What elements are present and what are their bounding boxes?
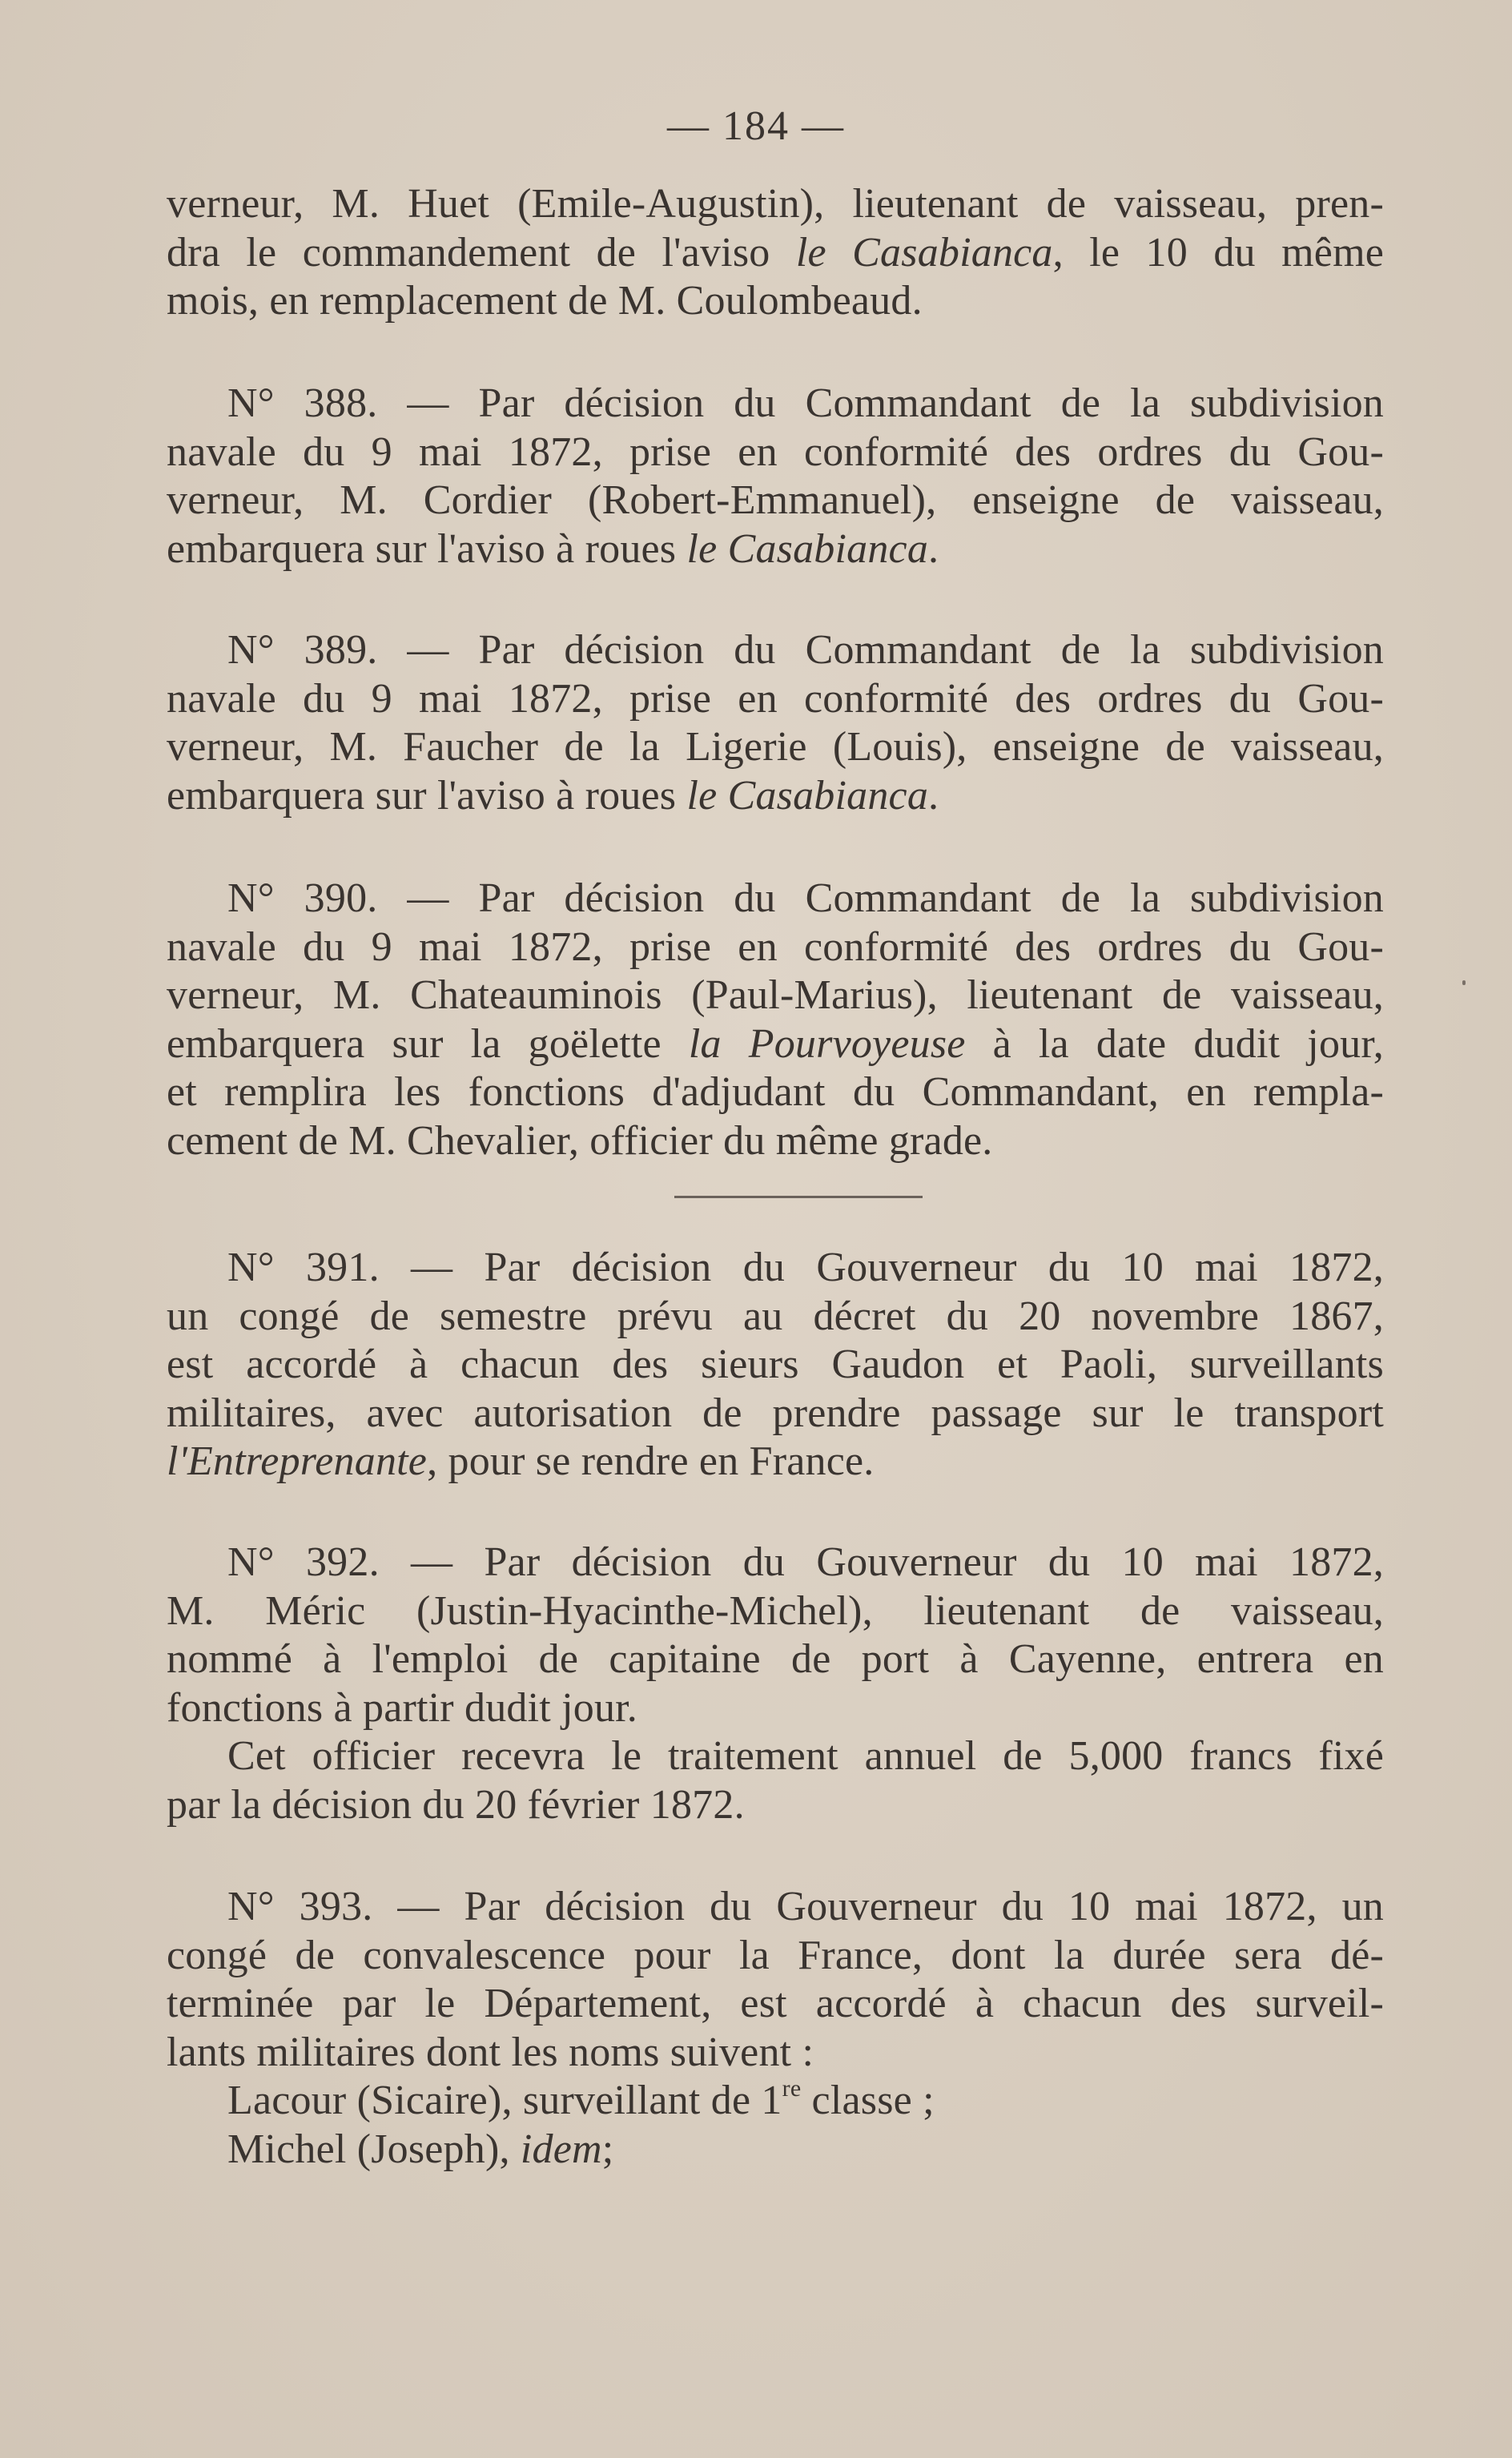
- text-line: l'Entreprenante, pour se rendre en France.: [167, 1438, 875, 1484]
- text-line: N° 390. — Par décision du Commandant de la subdivision: [227, 875, 1384, 921]
- paragraph-block: [167, 1244, 1384, 1486]
- paragraph-block: [167, 180, 1384, 326]
- text-line: embarquera sur l'aviso à roues le Casabianca.: [167, 772, 939, 819]
- text-line: navale du 9 mai 1872, prise en conformité des ordres du Gou-: [167, 428, 1384, 475]
- text-line: navale du 9 mai 1872, prise en conformité des ordres du Gou-: [167, 675, 1384, 722]
- text-line: Cet officier recevra le traitement annuel de 5,000 francs fixé: [227, 1733, 1384, 1779]
- text-line: militaires, avec autorisation de prendre passage sur le transport: [167, 1390, 1384, 1436]
- text-line: N° 389. — Par décision du Commandant de la subdivision: [227, 627, 1384, 673]
- text-line: embarquera sur l'aviso à roues le Casabianca.: [167, 525, 939, 572]
- text-line: un congé de semestre prévu au décret du 20 novembre 1867,: [167, 1293, 1384, 1339]
- text-line: N° 393. — Par décision du Gouverneur du 10 mai 1872, un: [227, 1884, 1384, 1929]
- page-number: — 184 —: [667, 103, 845, 149]
- text-line: N° 388. — Par décision du Commandant de la subdivision: [227, 380, 1384, 426]
- text-line: par la décision du 20 février 1872.: [167, 1781, 745, 1828]
- text-line: embarquera sur la goëlette la Pourvoyeuse à la date dudit jour,: [167, 1020, 1384, 1067]
- text-line: terminée par le Département, est accordé à chacun des surveil-: [167, 1981, 1384, 2026]
- paragraph-block: [167, 1883, 1384, 2174]
- text-line: N° 392. — Par décision du Gouverneur du 10 mai 1872,: [227, 1539, 1384, 1585]
- text-line: congé de convalescence pour la France, dont la durée sera dé-: [167, 1932, 1384, 1978]
- paper-speck: [1462, 980, 1466, 985]
- text-line: verneur, M. Faucher de la Ligerie (Louis), enseigne de vaisseau,: [167, 724, 1384, 770]
- text-line: lants militaires dont les noms suivent :: [167, 2029, 814, 2075]
- text-line: est accordé à chacun des sieurs Gaudon et Paoli, surveillants: [167, 1342, 1384, 1387]
- paragraph-block: [167, 875, 1384, 1165]
- text-line: verneur, M. Cordier (Robert-Emmanuel), enseigne de vaisseau,: [167, 477, 1384, 523]
- text-line: verneur, M. Huet (Emile-Augustin), lieutenant de vaisseau, pren-: [167, 181, 1384, 227]
- paragraph-block: [167, 1539, 1384, 1829]
- paragraph-block: [167, 380, 1384, 573]
- text-line: Michel (Joseph), idem;: [227, 2126, 614, 2172]
- text-line: fonctions à partir dudit jour.: [167, 1684, 638, 1731]
- text-line: Lacour (Sicaire), surveillant de 1re classe ;: [227, 2075, 935, 2123]
- text-line: cement de M. Chevalier, officier du même grade.: [167, 1117, 993, 1164]
- text-line: nommé à l'emploi de capitaine de port à Cayenne, entrera en: [167, 1636, 1384, 1682]
- text-line: verneur, M. Chateauminois (Paul-Marius), lieutenant de vaisseau,: [167, 972, 1384, 1018]
- text-line: dra le commandement de l'aviso le Casabianca, le 10 du même: [167, 229, 1384, 276]
- text-line: N° 391. — Par décision du Gouverneur du 10 mai 1872,: [227, 1245, 1384, 1290]
- text-line: navale du 9 mai 1872, prise en conformité des ordres du Gou-: [167, 923, 1384, 970]
- text-line: M. Méric (Justin-Hyacinthe-Michel), lieutenant de vaisseau,: [167, 1587, 1384, 1634]
- text-line: et remplira les fonctions d'adjudant du Commandant, en rempla-: [167, 1069, 1384, 1115]
- section-separator: [674, 1196, 923, 1198]
- text-line: mois, en remplacement de M. Coulombeaud.: [167, 278, 923, 324]
- paragraph-block: [167, 626, 1384, 820]
